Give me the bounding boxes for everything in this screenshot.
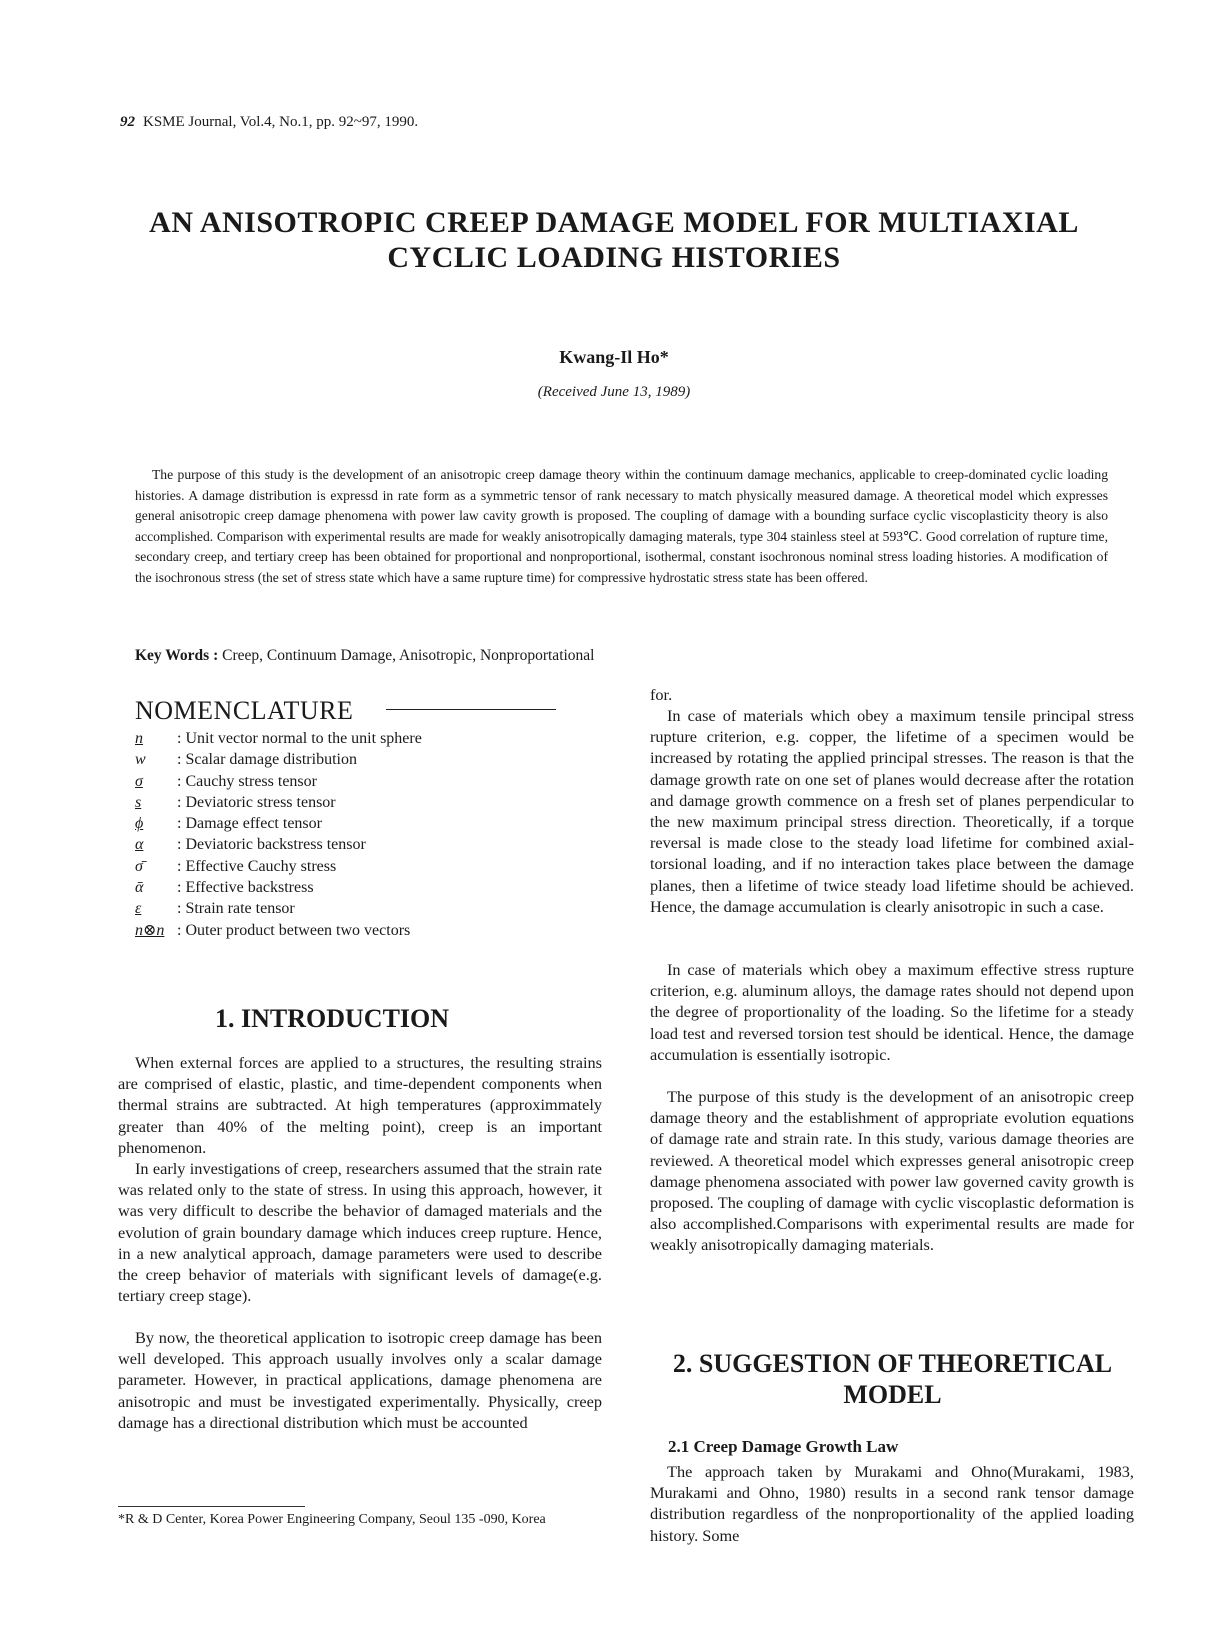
- nomenclature-item: [135, 834, 605, 855]
- nomenclature-symbol: σ: [135, 772, 143, 790]
- nomenclature-rule: [386, 709, 556, 710]
- column2-paragraph-2: In case of materials which obey a maximum effective stress rupture criterion, e.g. aluminum alloys, the damage rates should not depend upon the degree of proportionality of the loading. So the lifetime for a steady load test and reversed torsion test should be identical. Hence, the damage accumulation is essentially isotropic.: [650, 960, 1134, 1064]
- nomenclature-symbol: s: [135, 793, 142, 811]
- nomenclature-symbol: n⊗n: [135, 921, 165, 939]
- column2-paragraph-1: In case of materials which obey a maximum tensile principal stress rupture criterion, e.g. copper, the lifetime of a specimen would be increased by rotating the applied principal stresses. The reason is that the damage growth rate on one set of planes would decrease after the rotation and damage growth commence on a fresh set of planes perpendicular to the new maximum principal stress direction. Theoretically, if a torque reversal is made close to the steady load lifetime for combined axial-torsional loading, and if no interaction takes place between the damage planes, then a lifetime of twice steady load lifetime should be achieved. Hence, the damage accumulation is clearly anisotropic in such a case.: [650, 706, 1134, 916]
- title-line-1: AN ANISOTROPIC CREEP DAMAGE MODEL FOR MULTIAXIAL: [149, 206, 1079, 239]
- intro-paragraph-3: By now, the theoretical application to isotropic creep damage has been well developed. This approach usually involves only a scalar damage parameter. However, in practical applications, damage phenomena are anisotropic and must be investigated experimentally. Physically, creep damage has a directional distribution which must be accounted: [118, 1328, 602, 1432]
- keywords: [135, 647, 595, 665]
- intro-paragraph-1: When external forces are applied to a structures, the resulting strains are comprised of elastic, plastic, and time-dependent components when thermal strains are subtracted. At high temperatures (approximmately greater than 40% of the melting point), creep is an important phenomenon.: [118, 1053, 602, 1157]
- journal-citation: KSME Journal, Vol.4, No.1, pp. 92~97, 1990.: [143, 114, 419, 130]
- nomenclature-symbol: ε: [135, 900, 142, 918]
- nomenclature-item: [135, 813, 605, 834]
- nomenclature-item: [135, 749, 605, 770]
- nomenclature-item: [135, 877, 605, 898]
- footnote-rule: [118, 1506, 305, 1507]
- nomenclature-item: [135, 771, 605, 792]
- nomenclature-symbol: ϕ: [135, 815, 144, 833]
- keywords-label: Key Words :: [135, 647, 219, 664]
- abstract: The purpose of this study is the development of an anisotropic creep damage theory within the continuum damage mechanics, applicable to creep-dominated cyclic loading histories. A damage distribution is expressd in rate form as a symmetric tensor of rank necessary to match physically measured damage. A theoretical model which expresses general anisotropic creep damage phenomena with power law cavity growth is proposed. The coupling of damage with a bounding surface cyclic viscoplasticity theory is also accomplished. Comparison with experimental results are made for weakly anisotropically damaging materals, type 304 stainless steel at 593℃. Good correlation of rupture time, secondary creep, and tertiary creep has been obtained for proportional and nonproportional, isothermal, constant isochronous nominal stress loading histories. A modification of the isochronous stress (the set of stress state which have a same rupture time) for compressive hydrostatic stress state has been offered.: [135, 467, 1108, 585]
- nomenclature-description: : Deviatoric backstress tensor: [177, 836, 366, 854]
- column2-paragraph-3: The purpose of this study is the development of an anisotropic creep damage theory and the establishment of appropriate evolution equations of damage rate and strain rate. In this study, various damage theories are reviewed. A theoretical model which expresses general anisotropic creep damage phenomena associated with power law governed cavity growth is proposed. The coupling of damage with cyclic viscoplastic deformation is also accomplished.Comparisons with experimental results are made for weakly anisotropically damaging materials.: [650, 1087, 1134, 1255]
- page-number: 92: [120, 114, 135, 130]
- intro-paragraph-2: In early investigations of creep, researchers assumed that the strain rate was related only to the state of stress. In using this approach, however, it was very difficult to describe the behavior of damaged materials and the evolution of grain boundary damage which induces creep rupture. Hence, in a new analytical approach, damage parameters were used to describe the creep behavior of materials with significant levels of damage(e.g. tertiary creep stage).: [118, 1159, 602, 1306]
- section-2-heading-line-1: 2. SUGGESTION OF THEORETICAL: [672, 1349, 1113, 1378]
- nomenclature-symbol: α: [135, 836, 144, 854]
- section-2-heading-line-2: MODEL: [843, 1380, 942, 1409]
- nomenclature-item: [135, 920, 605, 941]
- nomenclature-item: [135, 898, 605, 919]
- section-2-heading: [650, 1348, 1135, 1410]
- nomenclature-symbol: w: [135, 751, 146, 769]
- section-1-heading: 1. INTRODUCTION: [215, 1004, 450, 1033]
- nomenclature-description: : Damage effect tensor: [177, 815, 322, 833]
- section-2-paragraph: The approach taken by Murakami and Ohno(Murakami, 1983, Murakami and Ohno, 1980) results in a second rank tensor damage distribution regardless of the nonproportionality of the applied loading history. Some: [650, 1462, 1134, 1545]
- nomenclature-description: : Scalar damage distribution: [177, 751, 357, 769]
- nomenclature-heading: NOMENCLATURE: [135, 696, 354, 725]
- nomenclature-symbol: σ̄: [135, 857, 143, 875]
- running-header: [120, 114, 418, 131]
- nomenclature-description: : Effective backstress: [177, 879, 314, 897]
- nomenclature-list: [135, 728, 605, 941]
- nomenclature-item: [135, 856, 605, 877]
- keywords-text: Creep, Continuum Damage, Anisotropic, Nonproportational: [222, 647, 595, 664]
- nomenclature-description: : Strain rate tensor: [177, 900, 295, 918]
- author-affiliation-footnote: *R & D Center, Korea Power Engineering Company, Seoul 135 -090, Korea: [118, 1512, 546, 1527]
- paper-title: [100, 205, 1128, 275]
- nomenclature-item: [135, 728, 605, 749]
- nomenclature-description: : Effective Cauchy stress: [177, 857, 337, 875]
- nomenclature-description: : Cauchy stress tensor: [177, 772, 317, 790]
- nomenclature-item: [135, 792, 605, 813]
- nomenclature-description: : Outer product between two vectors: [177, 921, 411, 939]
- nomenclature-symbol: n: [135, 730, 143, 747]
- received-date: (Received June 13, 1989): [537, 384, 691, 400]
- subsection-heading: 2.1 Creep Damage Growth Law: [668, 1437, 899, 1456]
- nomenclature-symbol: ᾱ: [135, 879, 144, 897]
- author-name: Kwang-Il Ho*: [559, 347, 669, 367]
- column2-continuation: for.: [650, 685, 673, 704]
- title-line-2: CYCLIC LOADING HISTORIES: [387, 241, 841, 274]
- nomenclature-description: : Unit vector normal to the unit sphere: [177, 730, 422, 747]
- nomenclature-description: : Deviatoric stress tensor: [177, 793, 336, 811]
